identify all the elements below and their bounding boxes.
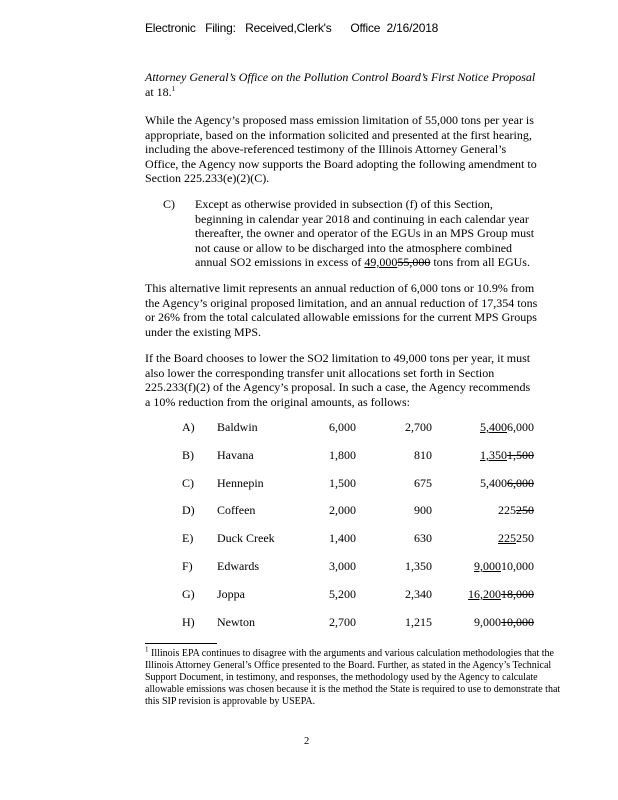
value-1: 5,200 (329, 586, 356, 601)
value-1: 3,000 (329, 559, 356, 573)
table-row (0, 475, 618, 491)
table-row (0, 502, 618, 518)
text-line: Section 225.233(e)(2)(C). (145, 171, 270, 185)
row-letter: D) (182, 503, 195, 518)
paragraph-2 (145, 281, 537, 339)
text-line: While the Agency’s proposed mass emission limitation of 55,000 tons per year is (145, 113, 534, 127)
table-row (0, 530, 618, 546)
text-line: not cause or allow to be discharged into the atmosphere combined (195, 240, 513, 255)
text-fragment: Illinois EPA continues to disagree with the arguments and various calculation methodologies that the (151, 648, 554, 659)
allocation-revision (498, 530, 534, 546)
page-number: 2 (304, 736, 310, 747)
row-letter: A) (182, 420, 195, 434)
value-1: 1,500 (329, 475, 356, 490)
allocation-revision (480, 419, 534, 435)
value-2: 2,340 (405, 586, 432, 601)
new-allocation: 9,000 (474, 614, 501, 629)
unit-name: Coffeen (217, 503, 256, 518)
text-line: allowable emissions was chosen because it is the method the State is required to use to demonstrate that (145, 684, 561, 695)
table-row (0, 558, 618, 574)
text-line: Office, the Agency now supports the Board adopting the following amendment to (145, 156, 537, 171)
unit-name: Hennepin (217, 475, 264, 490)
old-allocation: 250 (516, 503, 534, 518)
allocation-revision (468, 586, 534, 602)
text-line: this SIP revision is approvable by USEPA. (145, 696, 316, 707)
old-allocation: 250 (516, 531, 534, 546)
old-allocation: 6,000 (507, 475, 534, 490)
value-1: 1,400 (329, 531, 356, 546)
value-2: 1,350 (405, 559, 432, 573)
text-line: or 26% from the total calculated allowable emissions for the current MPS Groups (145, 310, 537, 324)
row-letter: G) (182, 586, 195, 601)
text-line: the Agency’s original proposed limitation, and an annual reduction of 17,354 tons (145, 295, 538, 310)
table-row (0, 586, 618, 602)
unit-name: Joppa (217, 586, 245, 601)
row-letter: C) (182, 475, 194, 490)
value-1: 1,800 (329, 447, 356, 462)
unit-name: Baldwin (217, 420, 258, 434)
value-2: 900 (414, 503, 432, 518)
allocation-revision (474, 614, 534, 630)
footnote-divider (145, 643, 217, 644)
value-2: 810 (414, 447, 432, 462)
value-1: 6,000 (329, 420, 356, 434)
text-line: Illinois Attorney General’s Office presented to the Board. Further, as stated in the Agency’s Technical (145, 660, 552, 671)
row-letter: E) (182, 531, 194, 546)
text-line: including the above-referenced testimony of the Illinois Attorney General’s (145, 142, 507, 156)
allocation-revision (480, 475, 534, 491)
value-2: 630 (414, 531, 432, 546)
table-row (0, 419, 618, 435)
amendment-label: C) (163, 197, 175, 211)
value-2: 675 (414, 475, 432, 490)
old-allocation: 18,000 (501, 586, 534, 601)
value-1: 2,000 (329, 503, 356, 518)
old-allocation: 10,000 (501, 559, 534, 573)
new-allocation: 5,400 (480, 475, 507, 490)
text-line: beginning in calendar year 2018 and continuing in each calendar year (195, 211, 529, 226)
intro-title: Attorney General’s Office on the Pollution Control Board’s First Notice Proposal (145, 70, 536, 84)
text-line (195, 255, 534, 270)
text-line: also lower the corresponding transfer unit allocations set forth in Section (145, 365, 495, 380)
table-row (0, 447, 618, 463)
intro-line2 (145, 85, 535, 100)
old-allocation: 6,000 (507, 420, 534, 434)
unit-name: Duck Creek (217, 531, 275, 546)
text-fragment: tons from all EGUs. (430, 255, 530, 269)
new-allocation: 1,350 (480, 447, 507, 462)
row-letter: B) (182, 447, 194, 462)
text-line: appropriate, based on the information solicited and presented at the first hearing, (145, 127, 532, 142)
new-allocation: 16,200 (468, 586, 501, 601)
text-line (145, 645, 560, 660)
footnote (145, 645, 561, 708)
inserted-value: 49,000 (364, 255, 398, 269)
old-allocation: 1,500 (507, 447, 534, 462)
text-line: thereafter, the owner and operator of the EGUs in an MPS Group must (195, 226, 535, 240)
value-2: 2,700 (405, 420, 432, 434)
row-letter: H) (182, 614, 195, 629)
filing-stamp-header: Electronic Filing: Received,Clerk's Office 2/16/2018 (145, 21, 439, 35)
text-line: under the existing MPS. (145, 324, 261, 339)
new-allocation: 5,400 (480, 420, 507, 434)
text-line: a 10% reduction from the original amounts, as follows: (145, 394, 410, 409)
value-2: 1,215 (405, 614, 432, 629)
allocation-revision (474, 558, 534, 574)
text-fragment: annual SO2 emissions in excess of (195, 255, 365, 269)
unit-name: Edwards (217, 559, 259, 573)
deleted-value: 55,000 (397, 255, 431, 269)
old-allocation: 10,000 (501, 614, 534, 629)
intro-line2-text: at 18. (145, 84, 172, 99)
new-allocation: 225 (498, 531, 516, 546)
new-allocation: 225 (498, 503, 516, 518)
footnote-mark: 1 (145, 645, 149, 654)
value-1: 2,700 (329, 614, 356, 629)
text-line: 225.233(f)(2) of the Agency’s proposal. In such a case, the Agency recommends (145, 380, 531, 394)
text-line: Support Document, in testimony, and responses, the methodology used by the Agency to calculate (145, 672, 538, 683)
text-line: If the Board chooses to lower the SO2 limitation to 49,000 tons per year, it must (145, 351, 531, 365)
unit-name: Havana (217, 447, 254, 462)
text-line: Except as otherwise provided in subsection (f) of this Section, (195, 197, 493, 211)
table-row (0, 614, 618, 630)
new-allocation: 9,000 (474, 559, 501, 573)
text-line: This alternative limit represents an annual reduction of 6,000 tons or 10.9% from (145, 281, 535, 295)
intro (145, 70, 535, 99)
paragraph-3 (145, 351, 530, 409)
paragraph-1 (145, 113, 537, 186)
amendment-text (195, 197, 534, 270)
unit-name: Newton (217, 614, 255, 629)
row-letter: F) (182, 559, 193, 573)
allocation-revision (498, 502, 534, 518)
footnote-ref[interactable]: 1 (171, 84, 176, 93)
allocation-revision (480, 447, 534, 463)
